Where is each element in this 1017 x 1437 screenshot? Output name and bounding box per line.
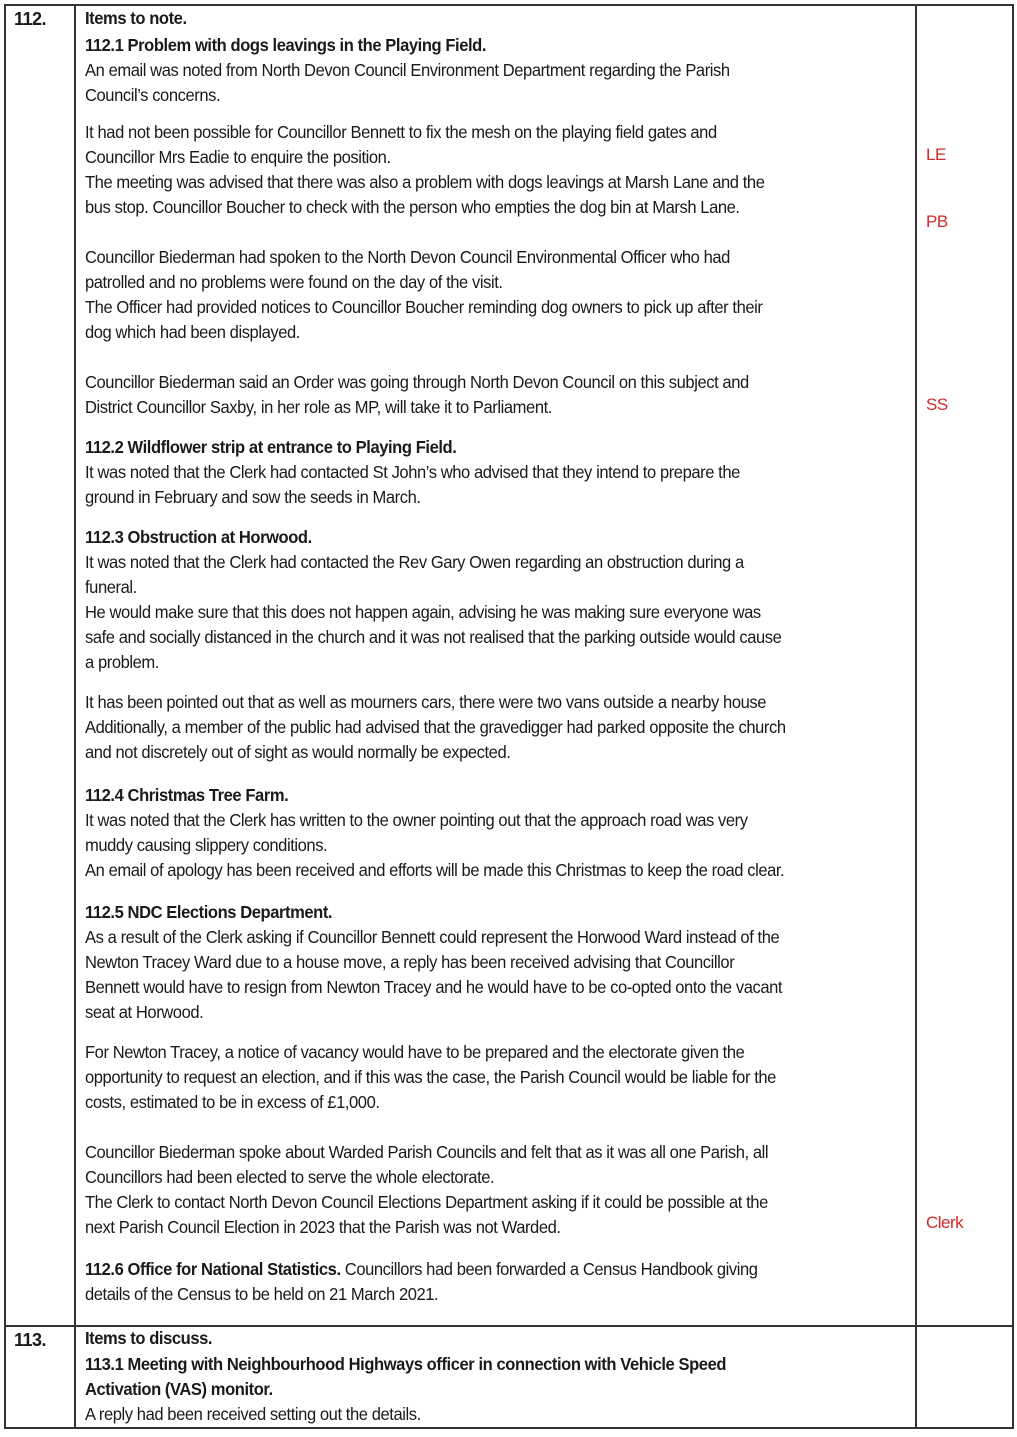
action-initials: LE [926,145,946,164]
text-line: The Clerk to contact North Devon Council Elections Department asking if it could be possible at the [85,1192,768,1212]
text-line: Councillors had been elected to serve the whole electorate. [85,1167,495,1187]
text-line: funeral. [85,577,137,597]
text-line: It has been pointed out that as well as mourners cars, there were two vans outside a nearby house [85,692,767,712]
text-line: and not discretely out of sight as would normally be expected. [85,742,511,762]
column-divider-action [915,6,917,1427]
text-line: Councillor Mrs Eadie to enquire the position. [85,147,391,167]
subheading-line: 112.6 Office for National Statistics. Councillors had been forwarded a Census Handbook giving [85,1259,758,1279]
text-line: As a result of the Clerk asking if Councillor Bennett could represent the Horwood Ward instead of the [85,927,780,947]
text-line: The Officer had provided notices to Councillor Boucher reminding dog owners to pick up after their [85,297,763,317]
subheading-line: 113.1 Meeting with Neighbourhood Highways officer in connection with Vehicle Speed [85,1354,727,1374]
text-line: A reply had been received setting out the details. [85,1404,421,1424]
text-line: safe and socially distanced in the church and it was not realised that the parking outside would cause [85,627,782,647]
action-initials: Clerk [926,1213,964,1232]
text-line: muddy causing slippery conditions. [85,835,328,855]
text-line: Bennett would have to resign from Newton Tracey and he would have to be co-opted onto the vacant [85,977,783,997]
text-line: Newton Tracey Ward due to a house move, a reply has been received advising that Councillor [85,952,735,972]
subheading-line: 112.3 Obstruction at Horwood. [85,527,312,547]
subheading-line: 112.1 Problem with dogs leavings in the Playing Field. [85,35,487,55]
text-line: For Newton Tracey, a notice of vacancy would have to be prepared and the electorate given the [85,1042,745,1062]
section-heading-112: Items to note. [85,8,187,28]
text-line: ground in February and sow the seeds in March. [85,487,421,507]
text-line: next Parish Council Election in 2023 that the Parish was not Warded. [85,1217,561,1237]
text-line: It was noted that the Clerk had contacted the Rev Gary Owen regarding an obstruction during a [85,552,744,572]
text-line: An email of apology has been received and efforts will be made this Christmas to keep the road clear. [85,860,785,880]
action-initials: SS [926,395,948,414]
text-line: patrolled and no problems were found on the day of the visit. [85,272,503,292]
section-heading-113: Items to discuss. [85,1328,213,1348]
text-line: opportunity to request an election, and if this was the case, the Parish Council would be liable for the [85,1067,776,1087]
text-line: Councillor Biederman had spoken to the North Devon Council Environmental Officer who had [85,247,730,267]
text-line: It was noted that the Clerk had contacted St John’s who advised that they intend to prepare the [85,462,740,482]
text-line: An email was noted from North Devon Council Environment Department regarding the Parish [85,60,730,80]
text-line: bus stop. Councillor Boucher to check with the person who empties the dog bin at Marsh Lane. [85,197,740,217]
text-line: The meeting was advised that there was also a problem with dogs leavings at Marsh Lane and the [85,172,765,192]
subheading-line: 112.2 Wildflower strip at entrance to Playing Field. [85,437,457,457]
text-line: details of the Census to be held on 21 March 2021. [85,1284,439,1304]
text-line: It had not been possible for Councillor Bennett to fix the mesh on the playing field gates and [85,122,717,142]
text-line: Council’s concerns. [85,85,221,105]
action-initials: PB [926,212,948,231]
item-number-113: 113. [14,1330,47,1350]
text-line: District Councillor Saxby, in her role as MP, will take it to Parliament. [85,397,552,417]
text-line: Councillor Biederman spoke about Warded Parish Councils and felt that as it was all one Parish, all [85,1142,769,1162]
text-line: seat at Horwood. [85,1002,204,1022]
subheading-line: 112.4 Christmas Tree Farm. [85,785,289,805]
item-number-112: 112. [14,9,47,29]
text-line: He would make sure that this does not happen again, advising he was making sure everyone was [85,602,761,622]
text-line: costs, estimated to be in excess of £1,000. [85,1092,380,1112]
column-divider-number [74,6,76,1427]
subheading-line: Activation (VAS) monitor. [85,1379,273,1399]
text-line: Additionally, a member of the public had advised that the gravedigger had parked opposite the church [85,717,786,737]
text-line: Councillor Biederman said an Order was going through North Devon Council on this subject and [85,372,749,392]
text-line: It was noted that the Clerk has written to the owner pointing out that the approach road was very [85,810,748,830]
text-line: dog which had been displayed. [85,322,300,342]
subheading-line: 112.5 NDC Elections Department. [85,902,333,922]
text-line: a problem. [85,652,159,672]
